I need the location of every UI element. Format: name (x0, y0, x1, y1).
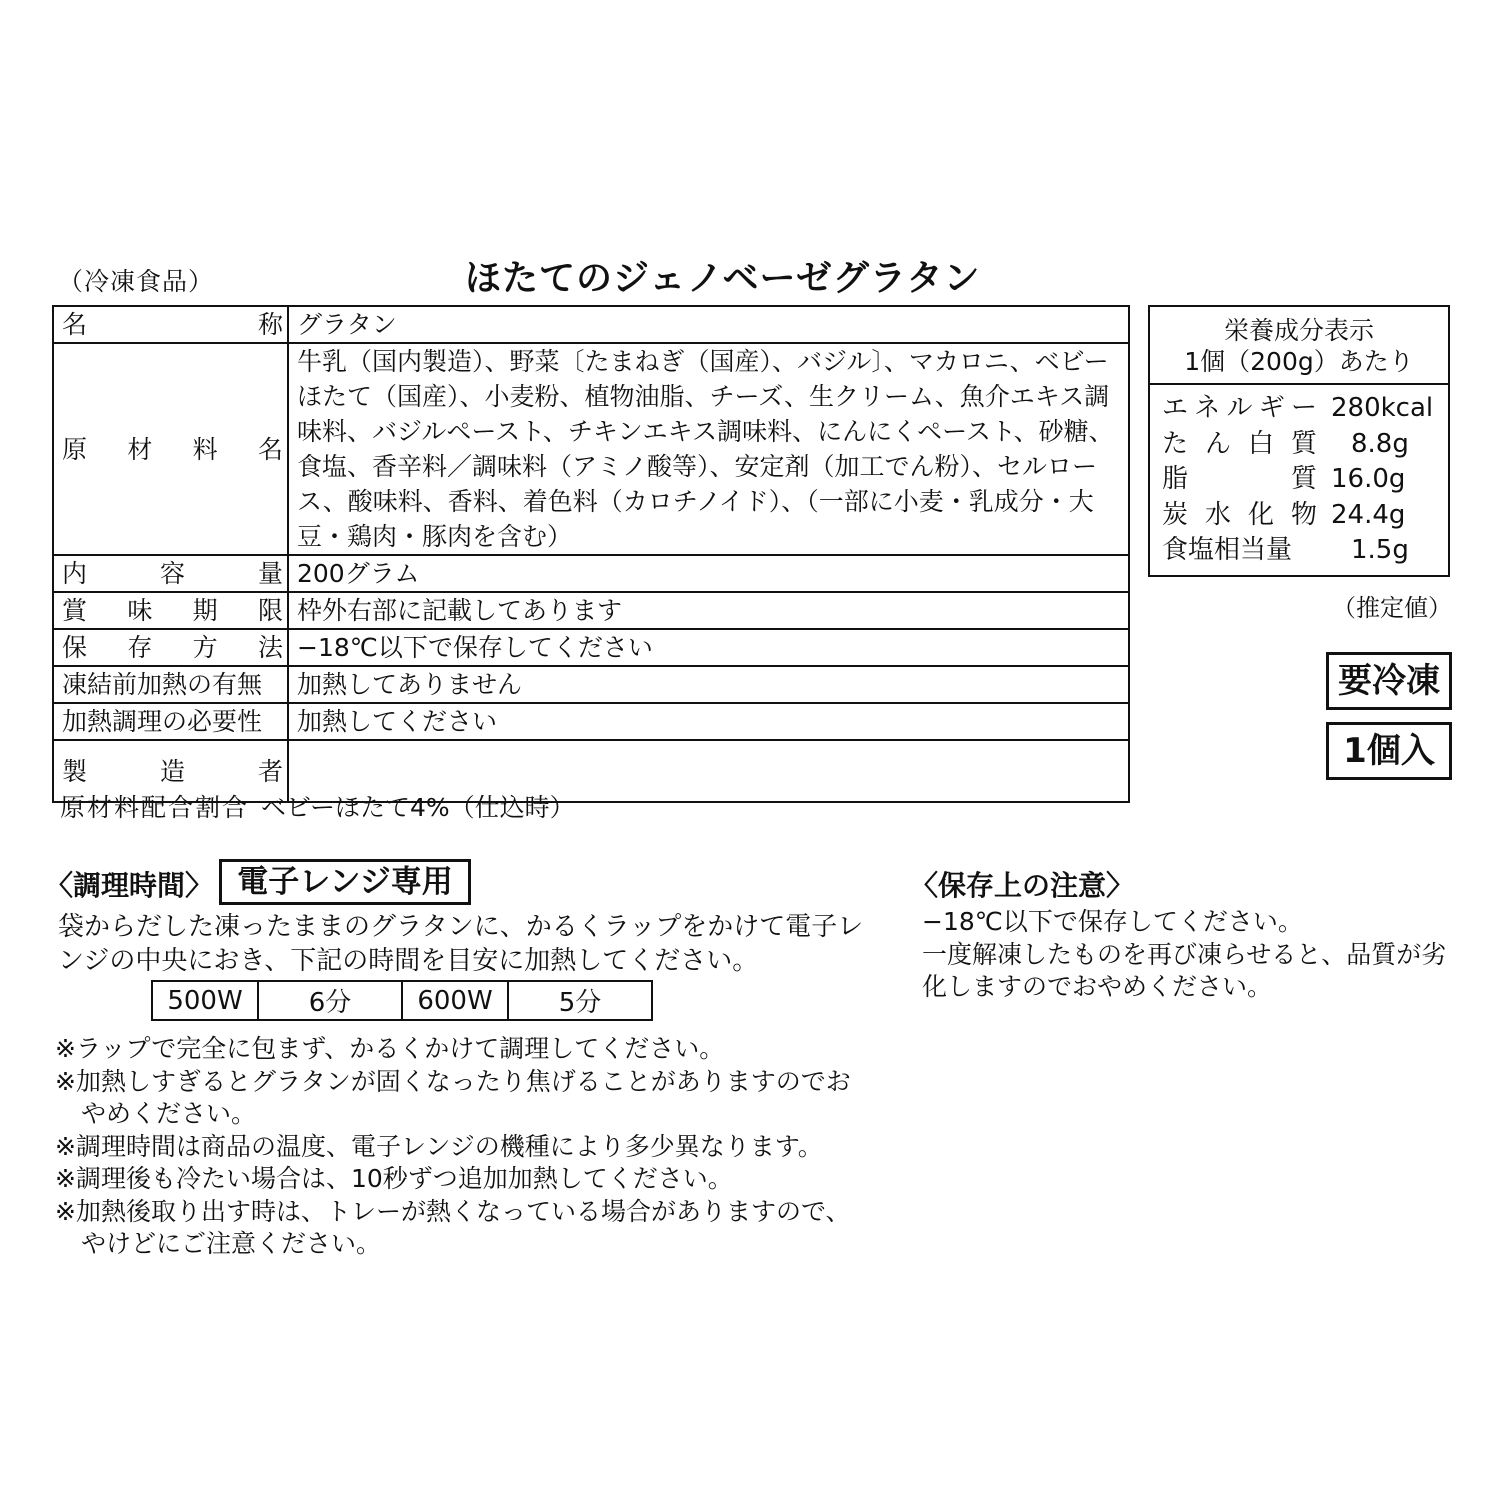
storage-line: 一度解凍したものを再び凍らせると、品質が劣化しますのでおやめください。 (922, 939, 1447, 1001)
nutrient-name: エ ネ ル ギ ー (1162, 393, 1317, 423)
table-row (53, 306, 1129, 343)
nutrition-row (1162, 462, 1438, 498)
cooking-instructions: 袋からだした凍ったままのグラタンに、かるくラップをかけて電子レンジの中央におき、下記の時間を目安に加熱してください。 (58, 912, 864, 976)
label-table (52, 305, 1130, 803)
storage-notes (922, 906, 1462, 1004)
minutes-cell: 6分 (258, 981, 402, 1020)
row-value: 200グラム (288, 555, 1129, 592)
watt-cell: 600W (402, 981, 508, 1020)
row-key: 加熱調理の必要性 (53, 703, 288, 740)
table-row (53, 343, 1129, 555)
table-row (53, 703, 1129, 740)
row-value: 枠外右部に記載してあります (288, 592, 1129, 629)
ratio-label: 原材料配合割合 (60, 793, 250, 822)
note-item: ※加熱後取り出す時は、トレーが熱くなっている場合がありますので、やけどにご注意ください。 (55, 1196, 851, 1258)
ingredient-ratio (60, 788, 575, 824)
row-key: 保 存 方 法 (53, 629, 288, 666)
nutrition-header (1150, 307, 1448, 385)
nutrient-name: 炭 水 化 物 (1162, 499, 1317, 530)
row-key: 原 材 料 名 (53, 343, 288, 555)
watt-cell: 500W (152, 981, 258, 1020)
count-badge: 1個入 (1326, 722, 1452, 780)
nutrition-row (1162, 533, 1438, 569)
row-key: 製 造 者 (53, 740, 288, 802)
row-value: 加熱してありません (288, 666, 1129, 703)
nutrient-value: 16.0g (1331, 464, 1406, 494)
frozen-badge: 要冷凍 (1326, 652, 1452, 710)
nutrition-row (1162, 427, 1438, 463)
nutrition-rows (1150, 385, 1448, 575)
cooking-notes (55, 1033, 875, 1261)
nutrient-name: た ん 白 質 (1162, 428, 1317, 459)
nutrient-value: 24.4g (1331, 499, 1406, 530)
row-value: 加熱してください (288, 703, 1129, 740)
nutrient-name: 食塩相当量 (1162, 535, 1293, 565)
note-item: ※ラップで完全に包まず、かるくかけて調理してください。 (55, 1034, 725, 1063)
nutrient-value: 280kcal (1331, 393, 1434, 423)
ratio-value: ベビーほたて4%（仕込時） (261, 793, 575, 822)
nutrient-value: 8.8g (1351, 428, 1409, 459)
row-key: 凍結前加熱の有無 (53, 666, 288, 703)
note-item: ※加熱しすぎるとグラタンが固くなったり焦げることがありますのでおやめください。 (55, 1066, 851, 1128)
table-row (53, 666, 1129, 703)
row-key: 名 称 (53, 306, 288, 343)
ingredients-value: 牛乳（国内製造）、野菜〔たまねぎ（国産）、バジル〕、マカロニ、ベビーほたて（国産）、小麦粉、植物油脂、チーズ、生クリーム、魚介エキス調味料、バジルペースト、チキンエキス調味料、にんにくペースト、砂糖、食塩、香辛料／調味料（アミノ酸等）、安定剤（加工でん粉）、セルロース、酸味料、香料、着色料（カロチノイド）、（一部に小麦・乳成分・大豆・鶏肉・豚肉を含む） (288, 343, 1129, 555)
estimate-note: （推定値） (1332, 594, 1452, 622)
nutrition-serving: 1個（200g）あたり (1184, 347, 1414, 376)
table-row (53, 592, 1129, 629)
nutrition-title: 栄養成分表示 (1223, 316, 1374, 345)
row-value: −18℃以下で保存してください (288, 629, 1129, 666)
table-row (53, 555, 1129, 592)
storage-heading: 〈保存上の注意〉 (910, 869, 1135, 902)
nutrition-row (1162, 498, 1438, 534)
row-value: グラタン (288, 306, 1129, 343)
nutrition-row (1162, 391, 1438, 427)
nutrient-name: 脂 質 (1162, 464, 1317, 494)
note-item: ※調理時間は商品の温度、電子レンジの機種により多少異なります。 (55, 1131, 823, 1161)
table-row (152, 981, 652, 1020)
row-key: 賞 味 期 限 (53, 592, 288, 629)
note-item: ※調理後も冷たい場合は、10秒ずつ追加加熱してください。 (55, 1164, 733, 1193)
row-key: 内 容 量 (53, 555, 288, 592)
nutrition-panel (1148, 305, 1450, 577)
category-label: （冷凍食品） (58, 267, 215, 296)
minutes-cell: 5分 (508, 981, 652, 1020)
microwave-only-badge: 電子レンジ専用 (219, 859, 471, 905)
cooking-heading: 〈調理時間〉 (45, 869, 214, 902)
storage-line: −18℃以下で保存してください。 (922, 907, 1303, 936)
cooking-time-table (151, 980, 653, 1021)
table-row (53, 629, 1129, 666)
product-title: ほたてのジェノベーゼグラタン (465, 258, 981, 299)
nutrient-value: 1.5g (1351, 535, 1409, 565)
